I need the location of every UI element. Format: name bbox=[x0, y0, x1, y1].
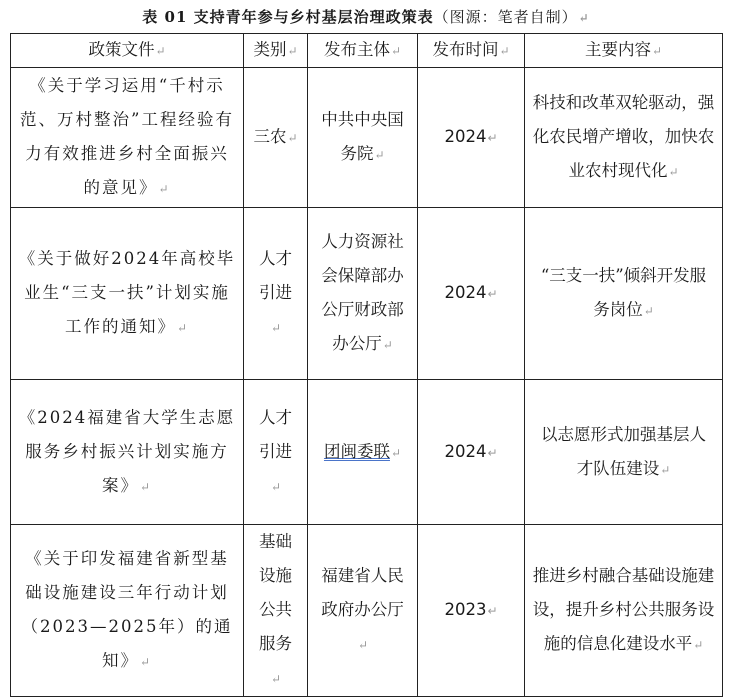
paragraph-mark-icon: ↵ bbox=[287, 44, 298, 58]
cell-issuer: 人力资源社会保障部办公厅财政部办公厅↵ bbox=[308, 208, 418, 380]
cell-issuer: 中共中央国务院↵ bbox=[308, 68, 418, 208]
paragraph-mark-icon: ↵ bbox=[487, 604, 498, 618]
header-issuer: 发布主体↵ bbox=[308, 34, 418, 68]
table-header-row bbox=[11, 34, 723, 68]
paragraph-mark-icon: ↵ bbox=[155, 44, 166, 58]
cell-category: 人才引进↵ bbox=[244, 380, 308, 525]
cell-year: 2023↵ bbox=[418, 525, 525, 697]
cell-year: 2024↵ bbox=[418, 380, 525, 525]
cell-issuer: 团闽委联↵ bbox=[308, 380, 418, 525]
caption-source: （图源：笔者自制） bbox=[433, 8, 578, 26]
paragraph-mark-icon: ↵ bbox=[487, 287, 498, 301]
header-year: 发布时间↵ bbox=[418, 34, 525, 68]
paragraph-mark-icon: ↵ bbox=[270, 321, 282, 335]
paragraph-mark-icon: ↵ bbox=[139, 655, 153, 669]
paragraph-mark-icon: ↵ bbox=[357, 638, 369, 652]
paragraph-mark-icon: ↵ bbox=[487, 131, 498, 145]
paragraph-mark-icon: ↵ bbox=[660, 462, 671, 477]
cell-category: 三农↵ bbox=[244, 68, 308, 208]
table-caption bbox=[0, 6, 732, 27]
paragraph-mark-icon: ↵ bbox=[499, 44, 510, 58]
cell-content: 科技和改革双轮驱动，强化农民增产增收，加快农业农村现代化↵ bbox=[525, 68, 723, 208]
cell-category: 基础设施公共服务↵ bbox=[244, 525, 308, 697]
cell-content: “三支一扶”倾斜开发服务岗位↵ bbox=[525, 208, 723, 380]
paragraph-mark-icon: ↵ bbox=[390, 445, 402, 460]
paragraph-mark-icon: ↵ bbox=[176, 321, 190, 335]
paragraph-mark-icon: ↵ bbox=[578, 11, 590, 25]
cell-document: 《关于印发福建省新型基础设施建设三年行动计划（2023—2025年）的通知》↵ bbox=[11, 525, 244, 697]
paragraph-mark-icon: ↵ bbox=[158, 182, 171, 196]
cell-content: 以志愿形式加强基层人才队伍建设↵ bbox=[525, 380, 723, 525]
paragraph-mark-icon: ↵ bbox=[270, 672, 282, 686]
header-content: 主要内容↵ bbox=[525, 34, 723, 68]
cell-content: 推进乡村融合基础设施建设，提升乡村公共服务设施的信息化建设水平↵ bbox=[525, 525, 723, 697]
header-category: 类别↵ bbox=[244, 34, 308, 68]
cell-issuer: 福建省人民政府办公厅↵ bbox=[308, 525, 418, 697]
paragraph-mark-icon: ↵ bbox=[270, 479, 282, 494]
cell-document: 《2024福建省大学生志愿服务乡村振兴计划实施方案》↵ bbox=[11, 380, 244, 525]
paragraph-mark-icon: ↵ bbox=[139, 479, 153, 494]
paragraph-mark-icon: ↵ bbox=[643, 304, 654, 318]
policy-table bbox=[10, 33, 723, 697]
table-row bbox=[11, 525, 723, 697]
paragraph-mark-icon: ↵ bbox=[374, 148, 385, 162]
table-row bbox=[11, 208, 723, 380]
table-row bbox=[11, 380, 723, 525]
paragraph-mark-icon: ↵ bbox=[693, 638, 704, 652]
header-document: 政策文件↵ bbox=[11, 34, 244, 68]
cell-year: 2024↵ bbox=[418, 208, 525, 380]
paragraph-mark-icon: ↵ bbox=[287, 131, 298, 145]
paragraph-mark-icon: ↵ bbox=[651, 44, 663, 58]
cell-year: 2024↵ bbox=[418, 68, 525, 208]
paragraph-mark-icon: ↵ bbox=[382, 338, 393, 352]
cell-category: 人才引进↵ bbox=[244, 208, 308, 380]
table-row bbox=[11, 68, 723, 208]
paragraph-mark-icon: ↵ bbox=[668, 165, 679, 179]
caption-title: 表 01 支持青年参与乡村基层治理政策表 bbox=[142, 8, 434, 26]
paragraph-mark-icon: ↵ bbox=[487, 445, 498, 460]
cell-document: 《关于做好2024年高校毕业生“三支一扶”计划实施工作的通知》↵ bbox=[11, 208, 244, 380]
paragraph-mark-icon: ↵ bbox=[390, 44, 402, 58]
cell-document: 《关于学习运用“千村示范、万村整治”工程经验有力有效推进乡村全面振兴的意见》↵ bbox=[11, 68, 244, 208]
